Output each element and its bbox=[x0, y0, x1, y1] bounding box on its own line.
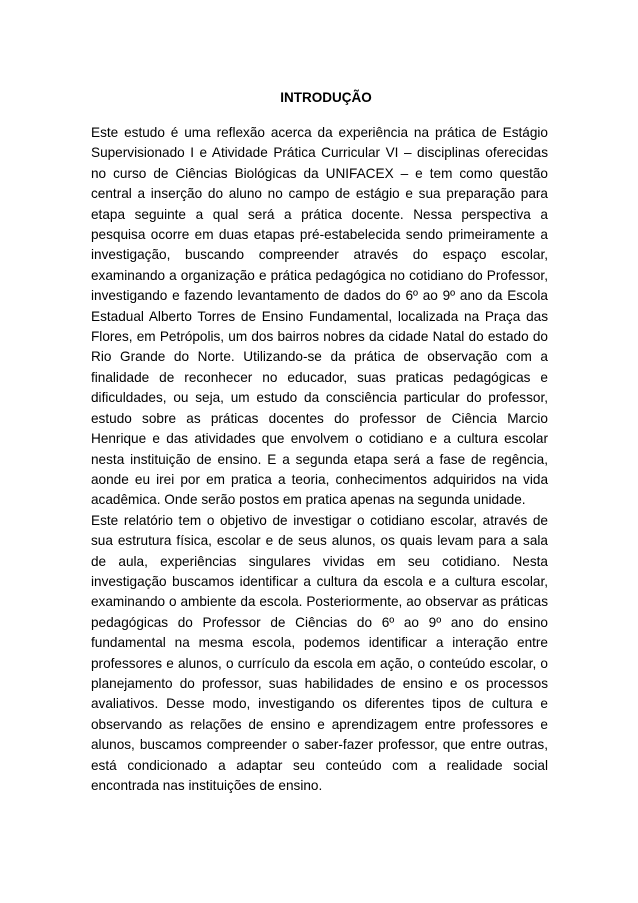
paragraph-1: Este estudo é uma reflexão acerca da experiência na prática de Estágio Supervisionado I e Atividade Prática Curricular VI – disciplinas oferecidas no curso de Ciências Biológicas da UNIFACEX – e tem como questão central a inserção do aluno no campo de estágio e sua preparação para etapa seguinte a qual será a prática docente. Nessa perspectiva a pesquisa ocorre em duas etapas pré-estabelecida sendo primeiramente a investigação, buscando compreender através do espaço escolar, examinando a organização e prática pedagógica no cotidiano do Professor, investigando e fazendo levantamento de dados do 6º ao 9º ano da Escola Estadual Alberto Torres de Ensino Fundamental, localizada na Praça das Flores, em Petrópolis, um dos bairros nobres da cidade Natal do estado do Rio Grande do Norte. Utilizando-se da prática de observação com a finalidade de reconhecer no educador, suas praticas pedagógicas e dificuldades, ou seja, um estudo da consciência particular do professor, estudo sobre as práticas docentes do professor de Ciência Marcio Henrique e das atividades que envolvem o cotidiano e a cultura escolar nesta instituição de ensino. E a segunda etapa será a fase de regência, aonde eu irei por em pratica a teoria, conhecimentos adquiridos na vida acadêmica. Onde serão postos em pratica apenas na segunda unidade. bbox=[91, 125, 548, 508]
document-body bbox=[91, 123, 548, 796]
paragraph-2: Este relatório tem o objetivo de investigar o cotidiano escolar, através de sua estrutura física, escolar e de seus alunos, os quais levam para a sala de aula, experiências singulares vividas em seu cotidiano. Nesta investigação buscamos identificar a cultura da escola e a cultura escolar, examinando o ambiente da escola. Posteriormente, ao observar as práticas pedagógicas do Professor de Ciências do 6º ao 9º ano do ensino fundamental na mesma escola, podemos identificar a interação entre professores e alunos, o currículo da escola em ação, o conteúdo escolar, o planejamento do professor, suas habilidades de ensino e os processos avaliativos. Desse modo, investigando os diferentes tipos de cultura e observando as relações de ensino e aprendizagem entre professores e alunos, buscamos compreender o saber-fazer professor, que entre outras, está condicionado a adaptar seu conteúdo com a realidade social encontrada nas instituições de ensino. bbox=[91, 512, 548, 793]
page-title: INTRODUÇÃO bbox=[280, 90, 372, 105]
